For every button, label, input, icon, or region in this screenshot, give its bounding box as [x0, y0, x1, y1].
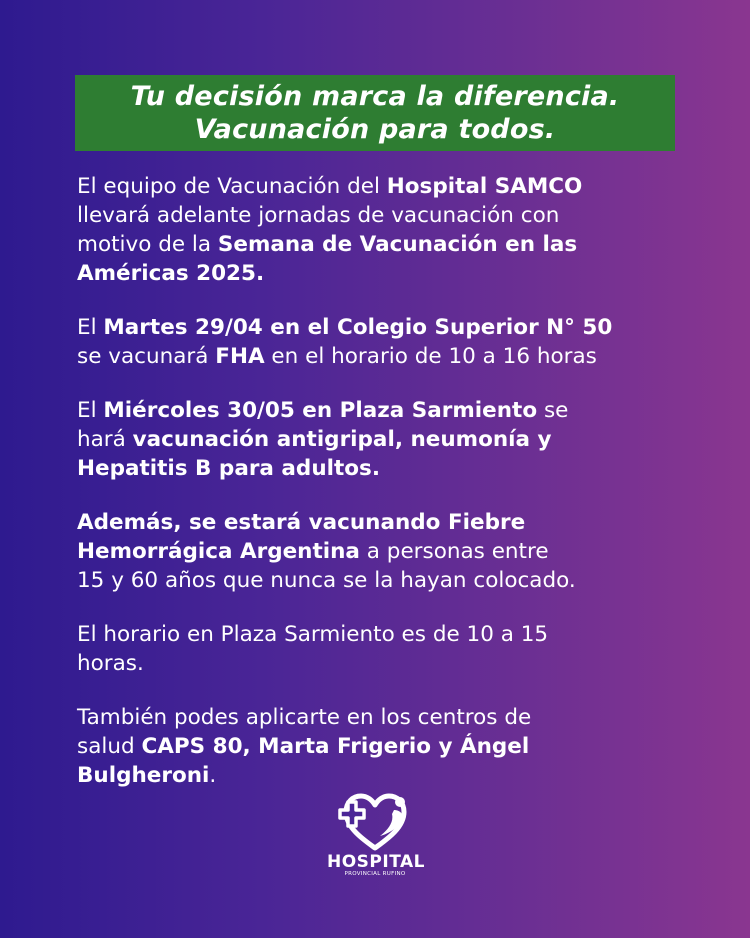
wednesday-location: Miércoles 30/05 en Plaza Sarmiento: [103, 398, 538, 423]
vaccine-fha: FHA: [215, 344, 265, 369]
announcement-body: [77, 172, 717, 815]
heart-cross-icon: [334, 788, 416, 852]
tuesday-location: Martes 29/04 en el Colegio Superior N° 50: [103, 315, 613, 340]
logo-subtitle: PROVINCIAL RUFINO: [344, 871, 406, 877]
logo-title: HOSPITAL: [327, 852, 425, 872]
headline-banner: [75, 75, 675, 151]
fha-name: Hemorrágica Argentina: [77, 539, 360, 564]
paragraph-fha: Además, se estará vacunando Fiebre Hemorrágica Argentina a personas entre 15 y 60 años que nunca se la hayan colocado.: [77, 510, 576, 593]
paragraph-intro: El equipo de Vacunación del Hospital SAMCO llevará adelante jornadas de vacunación con motivo de la Semana de Vacunación en las Américas 2025.: [77, 174, 583, 286]
paragraph-schedule: El horario en Plaza Sarmiento es de 10 a 15 horas.: [77, 622, 549, 676]
event-name: Semana de Vacunación en las: [217, 232, 578, 257]
hospital-name: Hospital SAMCO: [386, 174, 583, 199]
paragraph-wednesday: El Miércoles 30/05 en Plaza Sarmiento se hará vacunación antigripal, neumonía y Hepatitis B para adultos.: [77, 398, 569, 481]
wednesday-vaccines: vacunación antigripal, neumonía y: [132, 427, 552, 452]
headline-line-2: Vacunación para todos.: [194, 114, 556, 145]
paragraph-health-centers: También podes aplicarte en los centros de salud CAPS 80, Marta Frigerio y Ángel Bulgheroni.: [77, 705, 532, 788]
paragraph-tuesday: El Martes 29/04 en el Colegio Superior N° 50 se vacunará FHA en el horario de 10 a 16 horas: [77, 315, 613, 369]
hospital-logo: [327, 788, 423, 888]
health-centers-list: CAPS 80, Marta Frigerio y Ángel: [141, 734, 530, 759]
headline-line-1: Tu decisión marca la diferencia.: [130, 81, 620, 112]
